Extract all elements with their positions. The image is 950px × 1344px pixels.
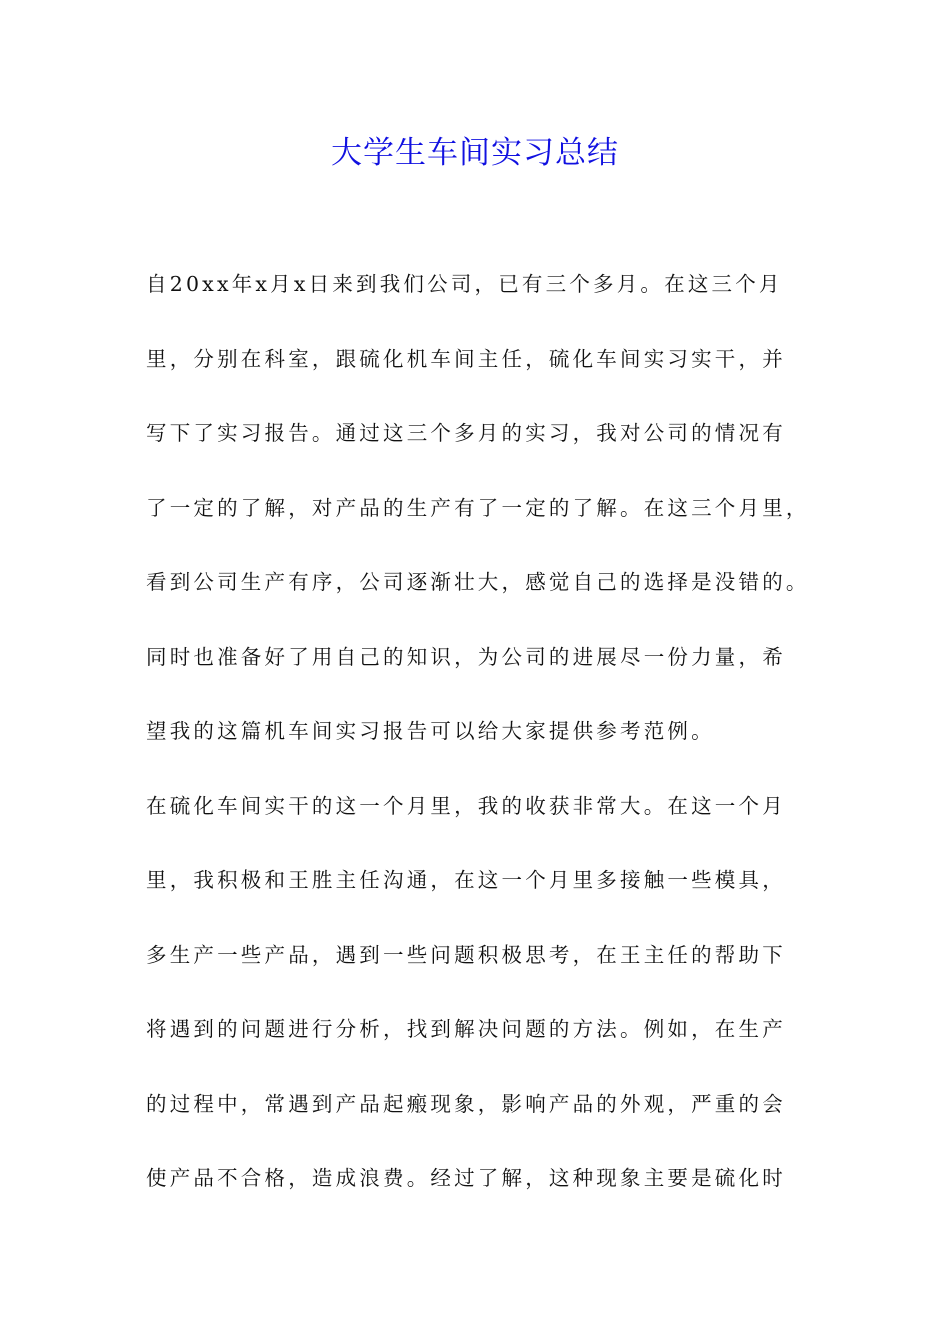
text-line: 将遇到的问题进行分析，找到解决问题的方法。例如，在生产 [146, 1017, 786, 1041]
text-line: 望我的这篇机车间实习报告可以给大家提供参考范例。 [146, 719, 715, 743]
text-line: 的过程中，常遇到产品起瘢现象，影响产品的外观，严重的会 [146, 1091, 786, 1116]
text-line: 看到公司生产有序，公司逐渐壮大，感觉自己的选择是没错的。 [146, 570, 810, 594]
text-line: 同时也准备好了用自己的知识，为公司的进展尽一份力量，希 [146, 644, 786, 669]
text-line: 自20xx年x月x日来到我们公司，已有三个多月。在这三个月 [146, 272, 783, 296]
text-line: 了一定的了解，对产品的生产有了一定的了解。在这三个月里， [146, 495, 810, 520]
document-title: 大学生车间实习总结 [331, 135, 619, 171]
text-line: 使产品不合格，造成浪费。经过了解，这种现象主要是硫化时 [146, 1166, 786, 1190]
text-line: 里，我积极和王胜主任沟通，在这一个月里多接触一些模具， [146, 868, 786, 892]
text-line: 里，分别在科室，跟硫化机车间主任，硫化车间实习实干，并 [146, 346, 786, 371]
text-line: 在硫化车间实干的这一个月里，我的收获非常大。在这一个月 [146, 793, 786, 818]
document-body [146, 262, 826, 1231]
text-line: 写下了实习报告。通过这三个多月的实习，我对公司的情况有 [146, 421, 786, 445]
text-line: 多生产一些产品，遇到一些问题积极思考，在王主任的帮助下 [146, 942, 786, 967]
